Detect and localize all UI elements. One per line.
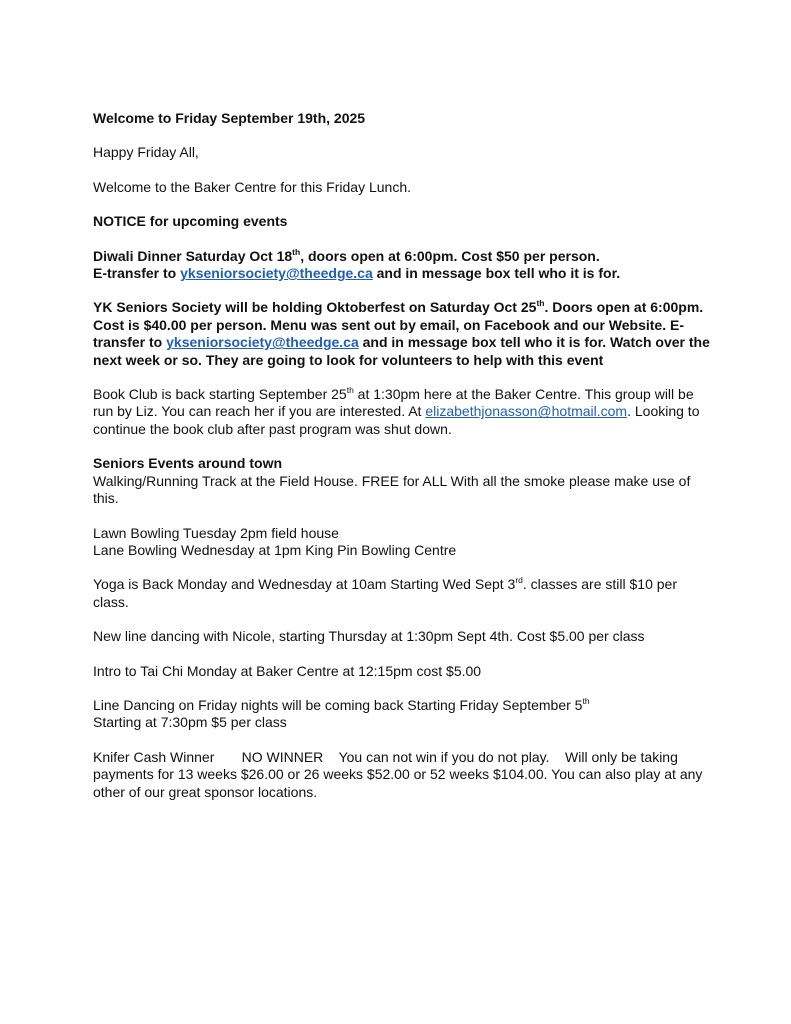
oktoberfest-notice: YK Seniors Society will be holding Oktoberfest on Saturday Oct 25th. Doors open at 6:00pm. Cost is $40.00 per person. Menu was sent out by email, on Facebook and our Website. E-transfer to ykseniorsociety@theedge.ca and in message box tell who it is for. Watch over the next week or so. They are going to look for volunteers to help with this event (93, 298, 710, 368)
document-body (93, 110, 713, 801)
line-dancing-nicole: New line dancing with Nicole, starting Thursday at 1:30pm Sept 4th. Cost $5.00 per class (93, 628, 645, 645)
notice-heading: NOTICE for upcoming events (93, 213, 288, 230)
diwali-notice (93, 248, 713, 283)
yoga: Yoga is Back Monday and Wednesday at 10am Starting Wed Sept 3rd. classes are still $10 per class. (93, 575, 677, 610)
oktoberfest-email-link[interactable]: ykseniorsociety@theedge.ca (166, 334, 359, 351)
seniors-events-heading: Seniors Events around town (93, 455, 283, 472)
greeting: Happy Friday All, (93, 144, 199, 161)
welcome-title: Welcome to Friday September 19th, 2025 (93, 110, 366, 126)
friday-line-dancing (93, 697, 713, 732)
diwali-line-2: E-transfer to ykseniorsociety@theedge.ca and in message box tell who it is for. (93, 265, 621, 282)
knifer-cash: Knifer Cash Winner NO WINNER You can not win if you do not play. Will only be taking payments for 13 weeks $26.00 or 26 weeks $52.00 or 52 weeks $104.00. You can also play at any other of our great sponsor locations. (93, 748, 707, 800)
book-club-email-link[interactable]: elizabethjonasson@hotmail.com (425, 403, 628, 420)
diwali-email-link[interactable]: ykseniorsociety@theedge.ca (180, 265, 373, 282)
tai-chi: Intro to Tai Chi Monday at Baker Centre at 12:15pm cost $5.00 (93, 662, 482, 679)
intro: Welcome to the Baker Centre for this Friday Lunch. (93, 178, 411, 195)
lawn-bowling: Lawn Bowling Tuesday 2pm field house (93, 524, 339, 541)
lane-bowling: Lane Bowling Wednesday at 1pm King Pin Bowling Centre (93, 541, 457, 558)
friday-line-dancing-line-1: Line Dancing on Friday nights will be coming back Starting Friday September 5th (93, 695, 590, 713)
walking-track: Walking/Running Track at the Field House. FREE for ALL With all the smoke please make use of this. (93, 472, 691, 507)
book-club-notice: Book Club is back starting September 25th at 1:30pm here at the Baker Centre. This group will be run by Liz. You can reach her if you are interested. At elizabethjonasson@hotmail.com. Looking to continue the book club after past program was shut down. (93, 385, 700, 437)
diwali-line-1: Diwali Dinner Saturday Oct 18th, doors open at 6:00pm. Cost $50 per person. (93, 246, 600, 264)
friday-line-dancing-line-2: Starting at 7:30pm $5 per class (93, 714, 287, 731)
